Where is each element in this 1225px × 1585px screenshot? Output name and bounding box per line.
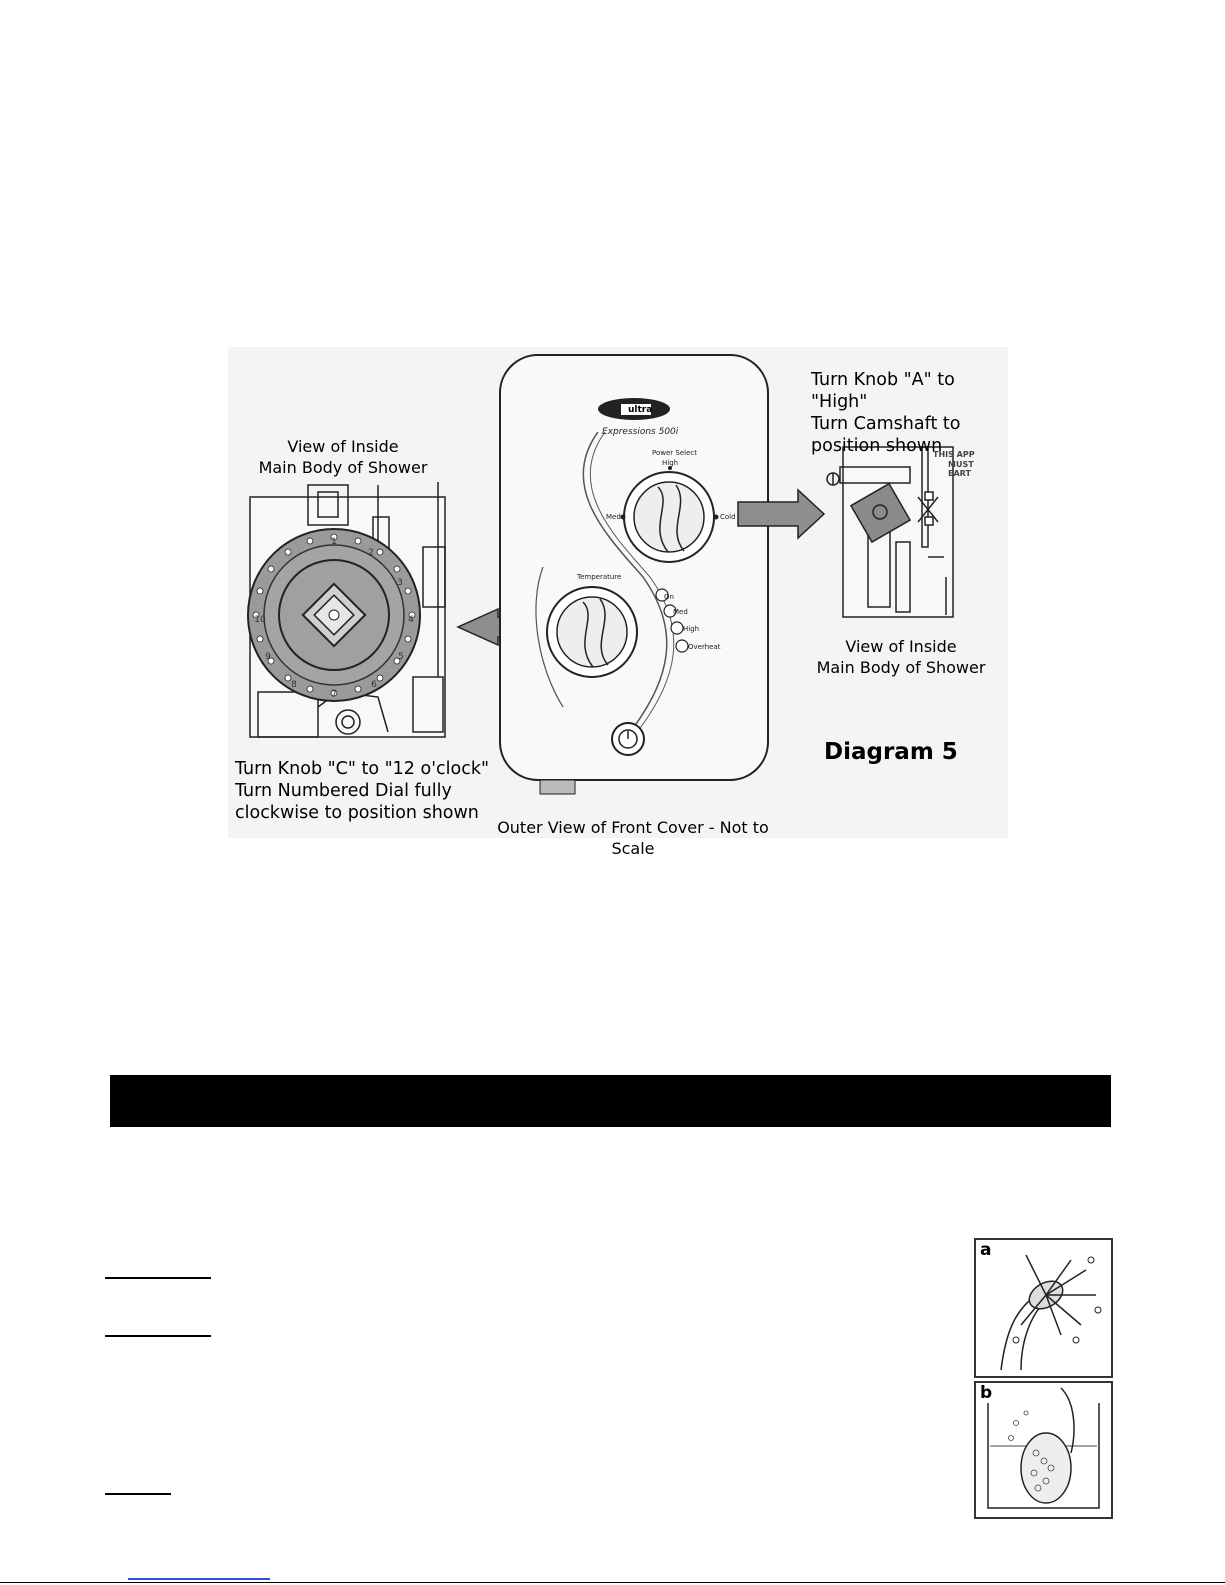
figure-a bbox=[974, 1238, 1113, 1378]
section-header-bar bbox=[110, 1075, 1111, 1127]
power-cold-label: Cold bbox=[720, 513, 736, 521]
front-cover-drawing bbox=[500, 355, 768, 794]
dial-number-7: 7 bbox=[331, 690, 337, 700]
left-view-caption: View of Inside Main Body of Shower bbox=[258, 437, 428, 477]
figure-b-drawing bbox=[976, 1383, 1111, 1517]
dial-number-3: 3 bbox=[397, 578, 403, 588]
brand-label: ultra bbox=[628, 405, 653, 415]
model-label: Expressions 500i bbox=[602, 427, 679, 437]
dial-number-1: 1 bbox=[331, 537, 337, 547]
right-instructions: Turn Knob "A" to "High" Turn Camshaft to position shown bbox=[811, 370, 961, 456]
temperature-label: Temperature bbox=[577, 573, 622, 581]
dial-number-4: 4 bbox=[408, 615, 414, 625]
right-view-caption: View of Inside Main Body of Shower bbox=[816, 637, 986, 677]
footer-rule bbox=[0, 1582, 1225, 1583]
partial-label-line-3: EART bbox=[948, 469, 971, 478]
indicator-overheat-label: Overheat bbox=[688, 643, 721, 651]
indicator-on-label: On bbox=[664, 593, 674, 601]
partial-label-line-1: THIS APP bbox=[933, 450, 975, 459]
indicator-med-label: Med bbox=[673, 608, 688, 616]
footer-link[interactable] bbox=[128, 1578, 270, 1580]
indicator-high-label: High bbox=[683, 625, 700, 633]
power-select-label: Power Select bbox=[652, 449, 697, 457]
partial-label-line-2: MUST bbox=[948, 460, 974, 469]
underline-rule-1 bbox=[105, 1277, 211, 1279]
figure-b bbox=[974, 1381, 1113, 1519]
diagram-title: Diagram 5 bbox=[824, 739, 958, 765]
dial-number-6: 6 bbox=[371, 680, 377, 690]
right-inside-view-drawing bbox=[827, 447, 953, 617]
dial-number-9: 9 bbox=[265, 652, 271, 662]
dial-number-8: 8 bbox=[291, 680, 297, 690]
dial-number-2: 2 bbox=[368, 548, 374, 558]
figure-b-label: b bbox=[980, 1383, 993, 1403]
front-cover-caption: Outer View of Front Cover - Not to Scale bbox=[497, 818, 769, 858]
underline-rule-2 bbox=[105, 1335, 211, 1337]
figure-a-label: a bbox=[980, 1240, 992, 1260]
figure-a-drawing bbox=[976, 1240, 1111, 1376]
left-instructions: Turn Knob "C" to "12 o'clock" Turn Numbered Dial fully clockwise to position shown bbox=[235, 759, 490, 823]
power-med-label: Med bbox=[606, 513, 621, 521]
underline-rule-3 bbox=[105, 1493, 171, 1495]
power-high-label: High bbox=[662, 459, 679, 467]
numbered-dial bbox=[248, 529, 420, 701]
dial-number-5: 5 bbox=[398, 652, 404, 662]
dial-number-10: 10 bbox=[254, 615, 266, 625]
